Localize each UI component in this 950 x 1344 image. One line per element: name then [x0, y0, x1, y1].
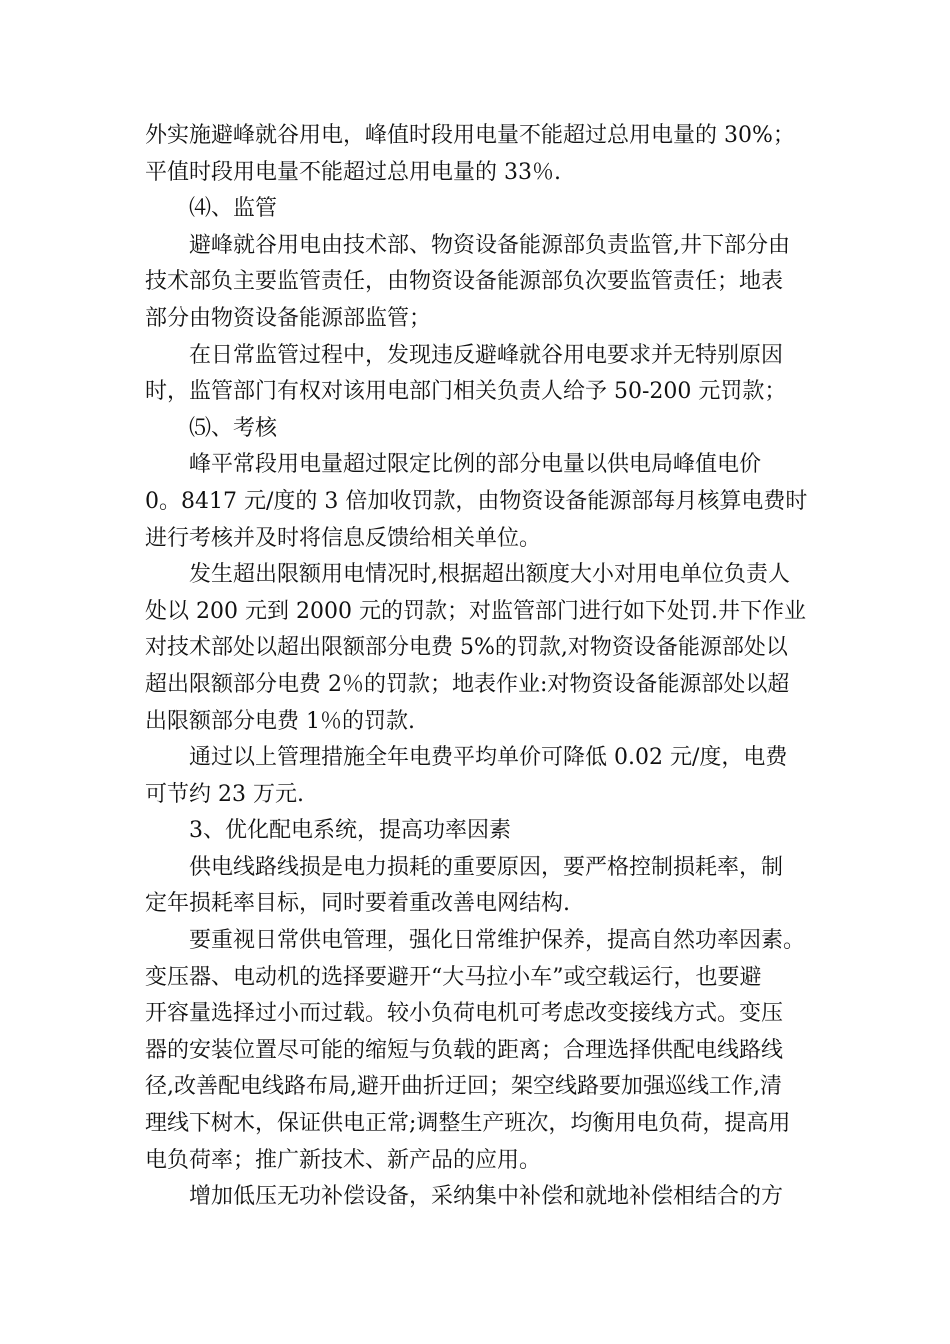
text-line: 电负荷率；推广新技术、新产品的应用。 [145, 1147, 542, 1173]
text-line: 通过以上管理措施全年电费平均单价可降低 0.02 元/度，电费 [189, 745, 788, 771]
text-line: 供电线路线损是电力损耗的重要原因，要严格控制损耗率，制 [189, 854, 784, 880]
text-line: 超出限额部分电费 2％的罚款；地表作业:对物资设备能源部处以超 [145, 671, 790, 697]
text-line: 峰平常段用电量超过限定比例的部分电量以供电局峰值电价 [189, 452, 762, 478]
text-line: 发生超出限额用电情况时,根据超出额度大小对用电单位负责人 [189, 562, 790, 588]
text-line: 理线下树木，保证供电正常;调整生产班次，均衡用电负荷，提高用 [145, 1111, 791, 1137]
text-line: 在日常监管过程中，发现违反避峰就谷用电要求并无特别原因 [189, 342, 784, 368]
text-line: 外实施避峰就谷用电，峰值时段用电量不能超过总用电量的 30%； [145, 123, 795, 148]
text-line: 可节约 23 万元. [145, 781, 304, 807]
text-line: 平值时段用电量不能超过总用电量的 33％. [145, 159, 561, 185]
text-line: ⑷、监管 [189, 196, 278, 222]
text-line: 时，监管部门有权对该用电部门相关负责人给予 50-200 元罚款； [145, 379, 787, 405]
text-line: 开容量选择过小而过载。较小负荷电机可考虑改变接线方式。变压 [145, 1001, 784, 1027]
text-line: 出限额部分电费 1％的罚款. [145, 708, 415, 734]
text-line: 要重视日常供电管理，强化日常维护保养，提高自然功率因素。 [189, 928, 806, 954]
text-line: 对技术部处以超出限额部分电费 5%的罚款,对物资设备能源部处以 [145, 635, 788, 661]
text-line: 定年损耗率目标，同时要着重改善电网结构. [145, 891, 570, 917]
text-line: 技术部负主要监管责任，由物资设备能源部负次要监管责任；地表 [145, 269, 784, 295]
text-line: ⑸、考核 [189, 415, 278, 441]
text-line: 变压器、电动机的选择要避开“大马拉小车”或空载运行，也要避 [145, 964, 762, 990]
text-line: 增加低压无功补偿设备，采纳集中补偿和就地补偿相结合的方 [189, 1184, 784, 1210]
text-line: 避峰就谷用电由技术部、物资设备能源部负责监管,井下部分由 [189, 232, 790, 258]
text-line: 3、优化配电系统，提高功率因素 [189, 818, 511, 844]
text-line: 0。8417 元/度的 3 倍加收罚款，由物资设备能源部每月核算电费时 [145, 488, 808, 514]
text-line: 器的安装位置尽可能的缩短与负载的距离；合理选择供配电线路线 [145, 1037, 784, 1063]
text-line: 径,改善配电线路布局,避开曲折迂回；架空线路要加强巡线工作,清 [145, 1074, 782, 1100]
text-line: 进行考核并及时将信息反馈给相关单位。 [145, 525, 542, 551]
body-text [145, 118, 813, 1216]
text-line: 处以 200 元到 2000 元的罚款；对监管部门进行如下处罚.井下作业 [145, 598, 806, 624]
text-line: 部分由物资设备能源部监管； [145, 305, 432, 331]
